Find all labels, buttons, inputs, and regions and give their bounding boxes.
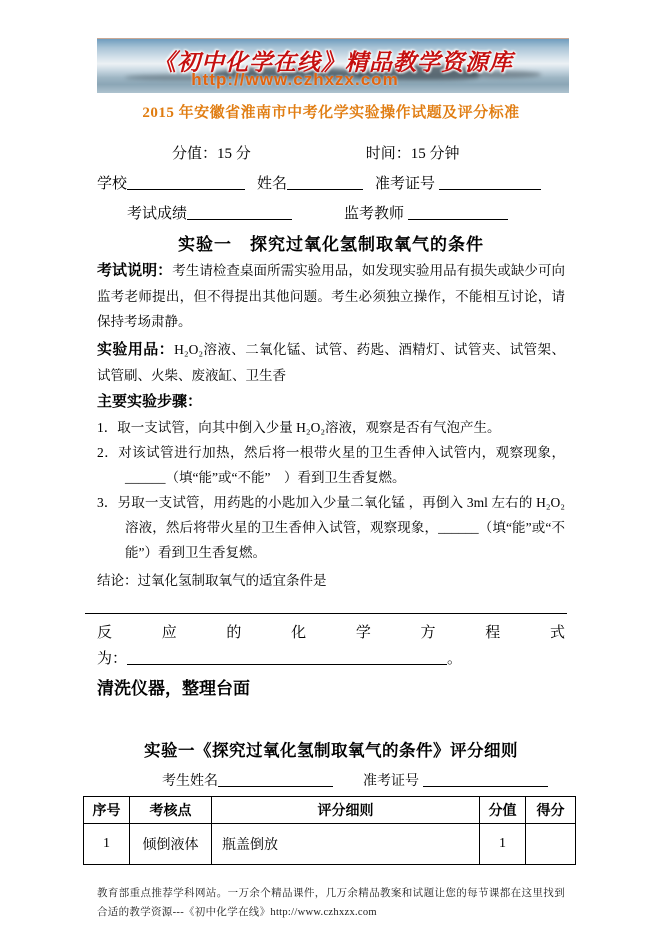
equation-prefix: 为： xyxy=(97,651,128,667)
score-value: 分值：15 分 xyxy=(172,146,251,162)
site-banner xyxy=(97,38,569,93)
col-header-no: 序号 xyxy=(84,797,130,824)
name-label: 姓名 xyxy=(257,176,288,192)
result-fields-row xyxy=(97,202,565,223)
score-time-row xyxy=(97,142,565,163)
step-3: 3．另取一支试管，用药匙的小匙加入少量二氧化锰 ，再倒入 3ml 左右的 H₂O₂溶液，然后将带火星的卫生香伸入试管，观察现象，______（填“能”或“不能”）看到卫生香复燃。 xyxy=(97,495,565,560)
steps-label: 主要实验步骤： xyxy=(97,394,203,410)
col-header-score: 分值 xyxy=(480,797,526,824)
supplies-text: H₂O₂溶液、二氧化锰、试管、药匙、酒精灯、试管夹、试管架、试管刷、火柴、废液缸、卫生香 xyxy=(97,342,565,383)
rubric-table xyxy=(83,796,576,865)
cleanup-instruction: 清洗仪器，整理台面 xyxy=(97,679,250,698)
footer-text: 教育部重点推荐学科网站。一万余个精品课件，几万余精品教案和试题让您的每节课都在这里找到合适的教学资源---《初中化学在线》 xyxy=(97,888,565,918)
exam-score-blank xyxy=(187,204,292,220)
equation-blank xyxy=(127,649,447,665)
cell-no: 1 xyxy=(84,824,130,865)
col-header-detail: 评分细则 xyxy=(212,797,480,824)
ticket-label: 准考证号 xyxy=(375,176,436,192)
rubric-row xyxy=(84,824,576,865)
step-1: 1．取一支试管，向其中倒入少量 H₂O₂溶液，观察是否有气泡产生。 xyxy=(97,420,501,435)
experiment-title: 实验一 探究过氧化氢制取氧气的条件 xyxy=(178,235,484,254)
footer-note xyxy=(97,884,565,922)
rubric-candidate-blank xyxy=(218,771,333,787)
conclusion-label: 结论：过氧化氢制取氧气的适宜条件是 xyxy=(97,573,327,588)
col-header-earned: 得分 xyxy=(526,797,576,824)
candidate-fields-row xyxy=(97,172,565,193)
time-value: 时间：15 分钟 xyxy=(365,146,460,162)
step-2: 2．对该试管进行加热，然后将一根带火星的卫生香伸入试管内，观察现象，______（填“能”或“不能” ）看到卫生香复燃。 xyxy=(97,445,565,485)
proctor-blank xyxy=(408,204,508,220)
equation-period: 。 xyxy=(447,651,463,667)
rubric-candidate-label: 考生姓名 xyxy=(162,774,218,789)
banner-site-title: 《初中化学在线》精品教学资源库 xyxy=(153,50,513,75)
exam-notes-text: 考生请检查桌面所需实验用品，如发现实验用品有损失或缺少可向监考老师提出，但不得提出其他问题。考生必须独立操作，不能相互讨论，请保持考场肃静。 xyxy=(97,263,565,329)
equation-spread-text: 反应的化学方程式 xyxy=(97,625,565,641)
school-blank xyxy=(127,174,245,190)
cell-detail: 瓶盖倒放 xyxy=(212,824,480,865)
proctor-label: 监考教师 xyxy=(344,206,405,222)
footer-url: http://www.czhxzx.com xyxy=(270,907,377,918)
ticket-blank xyxy=(439,174,541,190)
rubric-title: 实验一《探究过氧化氢制取氧气的条件》评分细则 xyxy=(144,741,518,760)
supplies xyxy=(97,337,565,388)
rubric-ticket-blank xyxy=(423,771,548,787)
supplies-label: 实验用品： xyxy=(97,342,175,358)
cell-score: 1 xyxy=(480,824,526,865)
exam-score-label: 考试成绩 xyxy=(127,206,188,222)
name-blank xyxy=(287,174,363,190)
conclusion-blank-line xyxy=(85,593,567,614)
cell-point: 倾倒液体 xyxy=(130,824,212,865)
school-label: 学校 xyxy=(97,176,128,192)
rubric-ticket-label: 准考证号 xyxy=(363,774,419,789)
banner-site-url: http://www.czhxzx.com xyxy=(191,70,399,89)
cell-earned xyxy=(526,824,576,865)
exam-notes xyxy=(97,258,565,334)
rubric-candidate-row xyxy=(97,770,565,790)
exam-notes-label: 考试说明： xyxy=(97,263,173,279)
document-title: 2015 年安徽省淮南市中考化学实验操作试题及评分标准 xyxy=(142,105,520,121)
rubric-header-row xyxy=(84,797,576,824)
equation-line xyxy=(97,646,565,672)
col-header-point: 考核点 xyxy=(130,797,212,824)
